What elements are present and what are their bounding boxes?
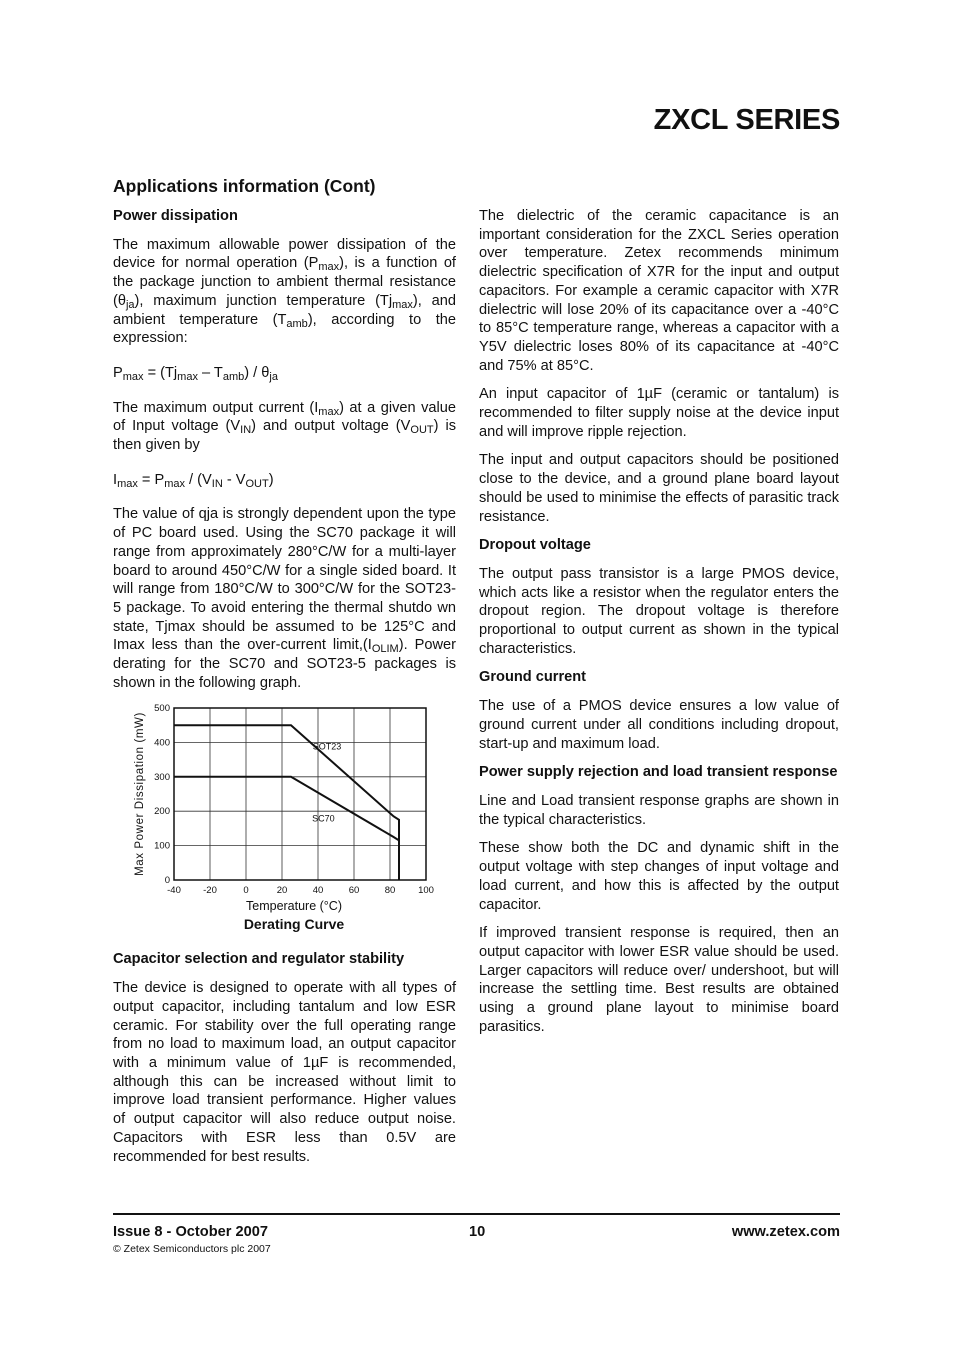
y-tick-label: 0 — [164, 875, 170, 887]
dropout-heading: Dropout voltage — [479, 537, 591, 554]
derating-chart-svg — [113, 702, 456, 942]
psr-paragraph-1: Line and Load transient response graphs are shown in the typical characteristics. — [479, 792, 839, 828]
x-tick-label: -20 — [203, 885, 217, 897]
layout-paragraph: The input and output capacitors should be positioned close to the device, and a ground plane board layout should be used to minimise the effects of parasitic track resistance. — [479, 452, 839, 525]
ground-current-paragraph: The use of a PMOS device ensures a low value of ground current under all conditions including dropout, start-up and maximum load. — [479, 698, 839, 752]
series-line-sot23 — [174, 726, 399, 881]
x-tick-label: 80 — [384, 885, 396, 897]
psr-paragraph-3: If improved transient response is required, then an output capacitor with lower ESR value should be used. Larger capacitors will reduce over/ undershoot, but will increase the settling time. Best results are obtained using a ground plane layout to minimise board parasitics. — [479, 925, 839, 1035]
footer-url: www.zetex.com — [731, 1224, 840, 1240]
section-title: Applications information (Cont) — [113, 176, 376, 196]
y-tick-label: 100 — [154, 841, 170, 853]
x-tick-label: 20 — [276, 885, 288, 897]
dielectric-paragraph: The dielectric of the ceramic capacitance is an important consideration for the ZXCL Series operation over temperature. Zetex recommends minimum dielectric specification of X7R for the input and output capacitors. For example a ceramic capacitor with X7R dielectric will lose 20% of its capacitance over a -40°C to 85°C temperature range, whereas a capacitor with a Y5V dielectric loses 80% of its capacitance at -40°C and 75% at 85°C. — [479, 208, 839, 374]
series-label-sot23: SOT23 — [312, 741, 342, 752]
chart-title: Derating Curve — [243, 916, 345, 933]
footer-copyright: © Zetex Semiconductors plc 2007 — [113, 1243, 271, 1255]
imax-equation: $I_{max} = P_{max} / (V_{IN} - V_{OUT})$ — [113, 471, 274, 490]
imax-paragraph: The maximum output current $(I_{max})$ at a given value of Input voltage $(V_{IN})$ and output voltage $(V_{OUT})$ is then given by — [113, 399, 456, 454]
x-tick-label: 40 — [312, 885, 324, 897]
y-tick-label: 500 — [154, 703, 170, 715]
series-lines — [174, 726, 399, 881]
capacitor-heading: Capacitor selection and regulator stability — [113, 951, 405, 968]
series-title: ZXCL SERIES — [653, 104, 840, 136]
psr-paragraph-2: These show both the DC and dynamic shift in the output voltage with step changes of input voltage and load current, and how this is affected by the output capacitor. — [479, 840, 839, 913]
dropout-paragraph: The output pass transistor is a large PMOS device, which acts like a resistor when the regulator enters the dropout region. The dropout voltage is therefore proportional to output current as shown in the typical characteristics. — [479, 565, 839, 657]
y-tick-label: 300 — [154, 772, 170, 784]
derating-chart — [113, 702, 456, 942]
y-tick-labels — [154, 703, 170, 886]
capacitor-paragraph: The device is designed to operate with all types of output capacitor, including tantalum and low ESR ceramic. For stability over the full operating range from no load to maximum load, an output capacitor with a minimum value of 1µF is recommended, although this can be increased without limit to improve load transient performance. Higher values of output capacitor will also reduce output noise. Capacitors with ESR less than 0.5V are recommended for best results. — [113, 980, 456, 1165]
series-label-sc70: SC70 — [312, 813, 335, 824]
power-dissipation-paragraph: The maximum allowable power dissipation of the device for normal operation $(P_{max})$, is a function of the package junction to ambient thermal resistance $(\theta_{ja})$, maximum junction temperature $(Tj_{max})$, and ambient temperature $(T_{amb})$, according to the expression: — [113, 236, 456, 347]
right-column — [479, 207, 839, 1046]
x-tick-label: 60 — [348, 885, 360, 897]
psr-heading: Power supply rejection and load transient response — [479, 764, 838, 781]
x-axis-label: Temperature (°C) — [246, 899, 342, 914]
x-tick-labels — [167, 885, 434, 896]
ground-current-heading: Ground current — [479, 669, 587, 686]
left-column — [113, 207, 456, 1176]
y-axis-label: Max Power Dissipation (mW) — [134, 712, 146, 877]
y-tick-label: 400 — [154, 737, 170, 749]
x-tick-label: 0 — [243, 885, 249, 897]
qja-paragraph: The value of qja is strongly dependent upon the type of PC board used. Using the SC70 package it will range from approximately 280°C/W for a multi-layer board to around 450°C/W for a single sided board. It will range from 180°C/W to 300°C/W for the SOT23-5 package. To avoid entering the thermal shutdo wn state, Tjmax should be assumed to be 125°C and Imax less than the over-current $limit,(I_{OLIM})$. Power derating for the SC70 and SOT23-5 packages is shown in the following graph. — [113, 506, 456, 691]
x-tick-label: 100 — [418, 885, 434, 897]
power-dissipation-heading: Power dissipation — [113, 208, 238, 224]
footer-issue: Issue 8 - October 2007 — [113, 1224, 268, 1240]
pmax-equation: $P_{max} = (Tj_{max} - T_{amb}) / \theta_{ja}$ — [113, 364, 278, 383]
input-capacitor-paragraph: An input capacitor of 1µF (ceramic or tantalum) is recommended to filter supply noise at the device input and will improve ripple rejection. — [479, 386, 839, 440]
x-tick-label: -40 — [167, 885, 181, 897]
footer-divider — [113, 1213, 840, 1215]
y-tick-label: 200 — [154, 806, 170, 818]
page-number: 10 — [469, 1224, 486, 1240]
